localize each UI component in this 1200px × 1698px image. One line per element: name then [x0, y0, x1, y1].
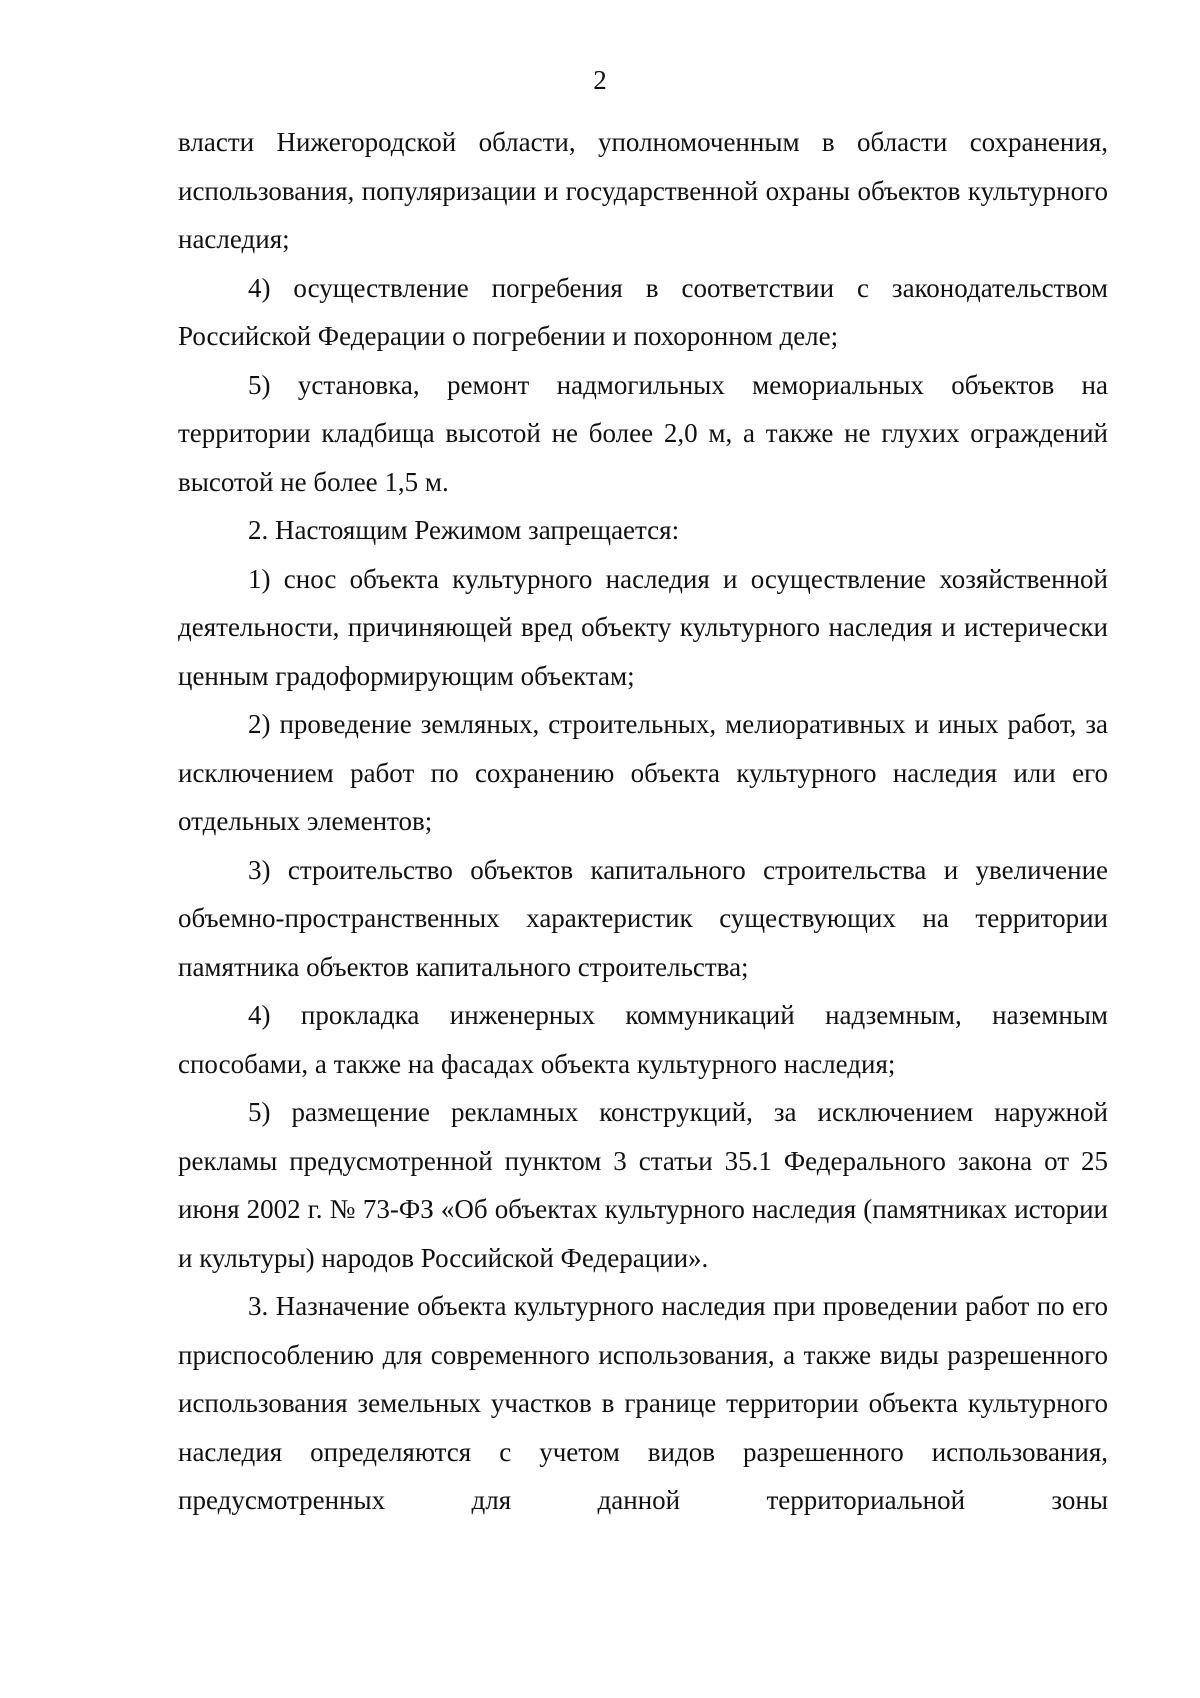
paragraph-item-2-2: 2) проведение земляных, строительных, мелиоративных и иных работ, за исключением работ по сохранению объекта культурного наследия или его отдельных элементов; [178, 709, 1108, 836]
paragraph-section-2: 2. Настоящим Режимом запрещается: [248, 515, 680, 545]
paragraph-continuation: власти Нижегородской области, уполномоченным в области сохранения, использования, популяризации и государственной охраны объектов культурного наследия; [178, 127, 1108, 254]
paragraph-item-2-3: 3) строительство объектов капитального строительства и увеличение объемно-пространственных характеристик существующих на территории памятника объектов капитального строительства; [178, 854, 1108, 982]
paragraph-section-3: 3. Назначение объекта культурного наследия при проведении работ по его приспособлению для современного использования, а также виды разрешенного использования земельных участков в границе территории объекта культурного наследия определяются с учетом видов разрешенного использования, предусмотренных для данной территориальной зоны [178, 1291, 1108, 1515]
document-body [178, 118, 1108, 1525]
paragraph-item-2-4: 4) прокладка инженерных коммуникаций надземным, наземным способами, а также на фасадах объекта культурного наследия; [178, 1000, 1108, 1079]
paragraph-item-1-4: 4) осуществление погребения в соответствии с законодательством Российской Федерации о погребении и похоронном деле; [178, 272, 1108, 351]
paragraph-item-1-5: 5) установка, ремонт надмогильных мемориальных объектов на территории кладбища высотой не более 2,0 м, а также не глухих ограждений высотой не более 1,5 м. [178, 369, 1108, 497]
page-number: 2 [593, 65, 607, 95]
paragraph-item-2-5: 5) размещение рекламных конструкций, за исключением наружной рекламы предусмотренной пунктом 3 статьи 35.1 Федерального закона от 25 июня 2002 г. № 73-ФЗ «Об объектах культурного наследия (памятниках истории и культуры) народов Российской Федерации». [178, 1097, 1108, 1273]
paragraph-item-2-1: 1) снос объекта культурного наследия и осуществление хозяйственной деятельности, причиняющей вред объекту культурного наследия и истерически ценным градоформирующим объектам; [178, 563, 1108, 691]
